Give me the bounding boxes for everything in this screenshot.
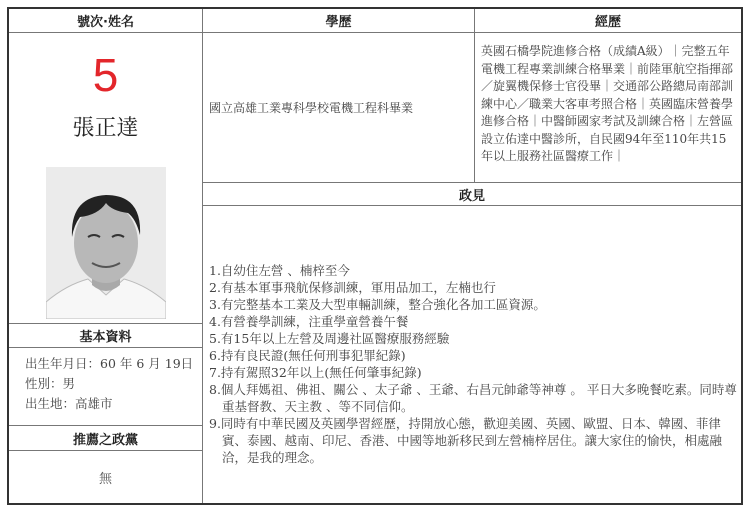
platform-item: 2.有基本軍事飛航保修訓練，軍用品加工，左楠也行	[209, 280, 496, 295]
gender: 性別：男	[25, 376, 76, 391]
platform-item: 9.同時有中華民國及英國學習經歷，持開放心態，歡迎美國、英國、歐盟、日本、韓國、菲律賓、泰國、越南、印尼、香港、中國等地新移民到左營楠梓居住。讓大家住的愉快，相處融洽，是我的理念。	[209, 416, 723, 465]
header-party: 推薦之政黨	[72, 432, 138, 448]
education-text: 國立高雄工業專科學校電機工程科畢業	[209, 101, 414, 115]
candidate-photo	[46, 167, 166, 319]
party-value: 無	[98, 471, 112, 487]
basic-info	[9, 348, 202, 425]
candidate-number: 5	[92, 49, 119, 101]
platform-item: 7.持有駕照32年以上(無任何肇事紀錄)	[209, 365, 422, 380]
experience-text: 英國石橋學院進修合格（成績A級）｜完整五年電機工程專業訓練合格畢業｜前陸軍航空指揮部／旋翼機保修士官役畢｜交通部公路總局南部訓練中心／職業大客車考照合格｜英國臨床營養學進修合格｜中醫師國家考試及訓練合格｜左營區設立佑達中醫診所，自民國94年至110年共15年以上服務社區醫療工作｜	[481, 44, 734, 163]
platform-item: 4.有營養學訓練，注重學童營養午餐	[209, 314, 409, 329]
candidate-profile-table	[7, 7, 743, 505]
platform-item: 3.有完整基本工業及大型車輛訓練，整合強化各加工區資源。	[209, 297, 546, 312]
candidate-name: 張正達	[72, 116, 139, 141]
header-education: 學歷	[325, 15, 352, 30]
platform-item: 8.個人拜媽祖、佛祖、關公 、太子爺 、王爺、右昌元帥爺等神尊 。 平日大多晚餐吃素。同時尊重基督教、天主教 、等不同信仰。	[209, 382, 737, 414]
header-experience: 經歷	[594, 15, 621, 30]
header-basic-info: 基本資料	[79, 330, 132, 345]
platform-item: 6.持有良民證(無任何刑事犯罪紀錄)	[209, 348, 406, 363]
platform-item: 5.有15年以上左營及周邊社區醫療服務經驗	[209, 331, 450, 346]
header-platform: 政見	[458, 188, 485, 204]
birth-date: 出生年月日：60 年 6 月 19日	[25, 356, 194, 371]
portrait-icon	[46, 167, 166, 319]
divider	[202, 205, 741, 206]
header-number-name: 號次·姓名	[77, 15, 134, 30]
platform-list	[203, 262, 738, 466]
birthplace: 出生地：高雄市	[25, 396, 113, 411]
platform-item: 1.自幼住左營 、楠梓至今	[209, 263, 350, 278]
